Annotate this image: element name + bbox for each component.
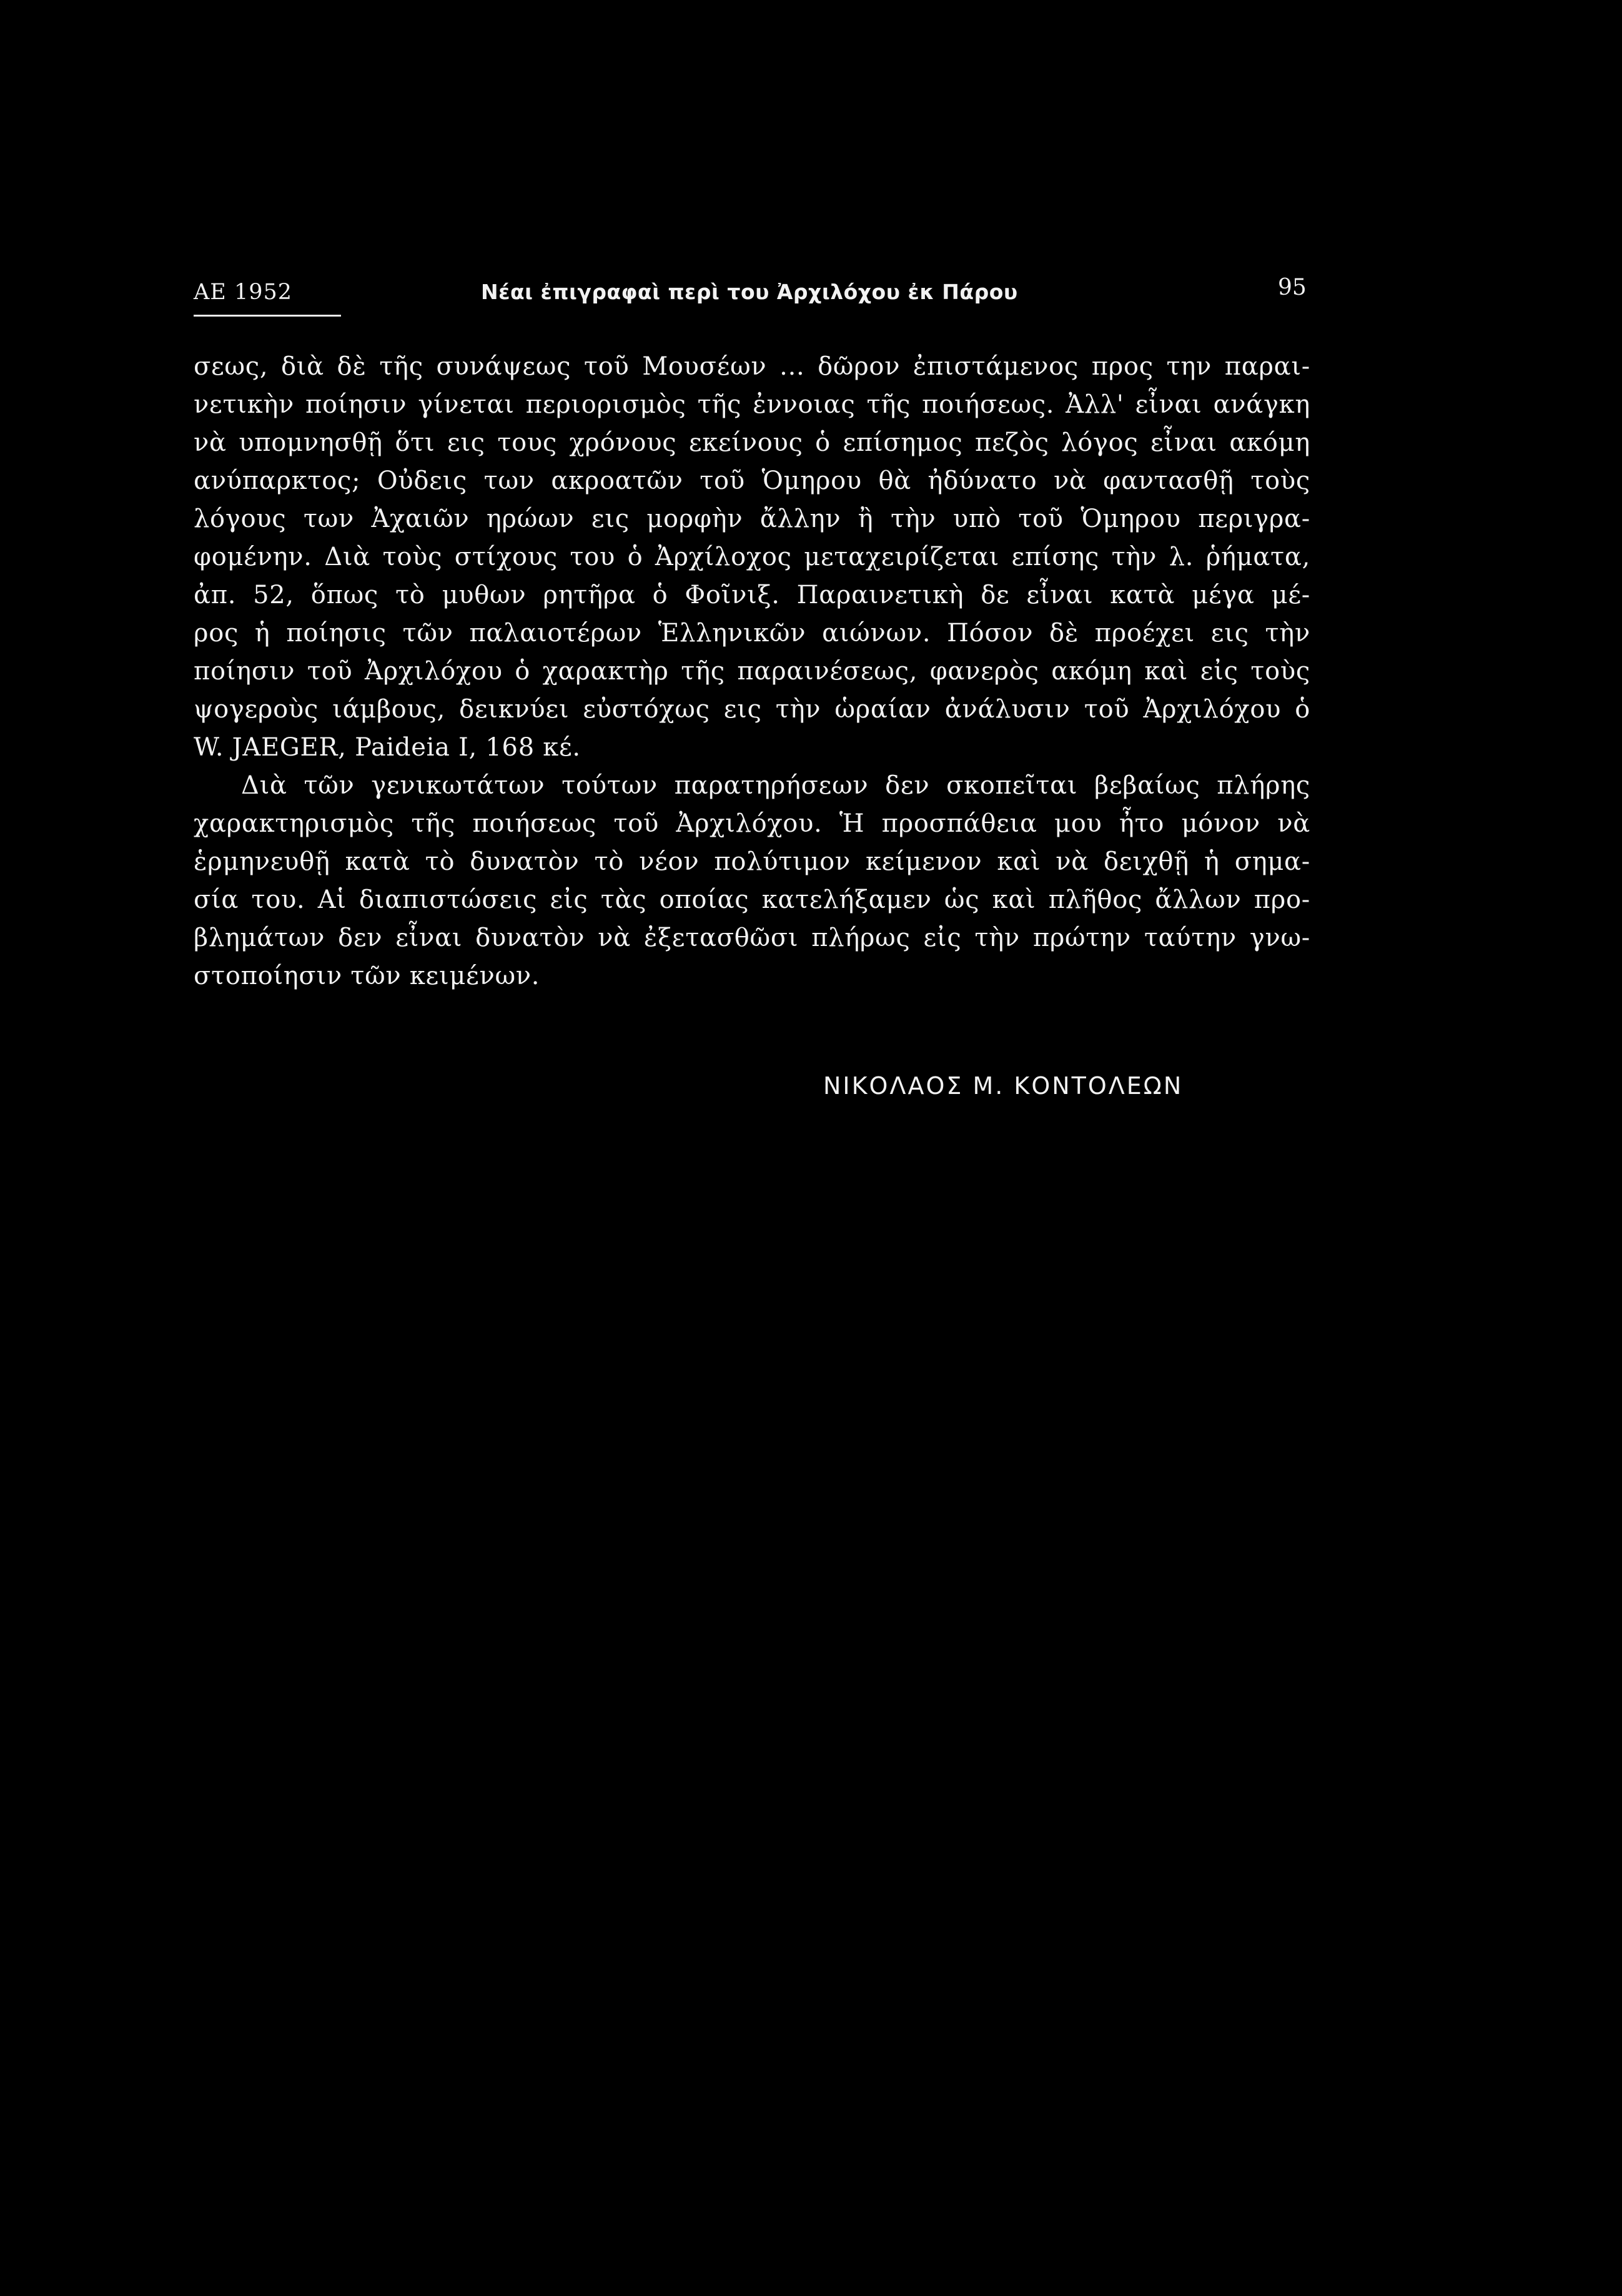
body-text (194, 348, 1310, 995)
text-line: φομένην. Διὰ τοὺς στίχους του ὁ Ἀρχίλοχος μεταχειρίζεται επίσης τὴν λ. ῥήματα, (194, 543, 1310, 571)
header-rule (194, 315, 341, 317)
running-title: Νέαι ἐπιγραφαὶ περὶ του Ἀρχιλόχου ἐκ Πάρου (481, 280, 1018, 304)
text-line: ἀπ. 52, ὅπως τὸ μυθων ρητῆρα ὁ Φοῖνιξ. Παραινετικὴ δε εἶναι κατὰ μέγα μέ- (194, 581, 1310, 609)
page-number: 95 (1278, 275, 1307, 300)
text-line: ἑρμηνευθῇ κατὰ τὸ δυνατὸν τὸ νέον πολύτιμον κείμενον καὶ νὰ δειχθῇ ἡ σημα- (194, 847, 1310, 876)
text-line: W. JAEGER, Paideia I, 168 κέ. (194, 733, 581, 762)
text-line: ποίησιν τοῦ Ἀρχιλόχου ὁ χαρακτὴρ τῆς παραινέσεως, φανερὸς ακόμη καὶ εἰς τοὺς (194, 657, 1310, 686)
text-line: στοποίησιν τῶν κειμένων. (194, 962, 540, 990)
text-line: νετικὴν ποίησιν γίνεται περιορισμὸς τῆς ἐννοιας τῆς ποιήσεως. Ἀλλ' εἶναι ανάγκη (194, 390, 1310, 419)
text-line: σεως, διὰ δὲ τῆς συνάψεως τοῦ Μουσέων ... δῶρον ἐπιστάμενος προς την παραι- (194, 352, 1310, 381)
author-signature: ΝΙΚΟΛΑΟΣ Μ. ΚΟΝΤΟΛΕΩΝ (823, 1072, 1184, 1100)
text-line: σία του. Αἱ διαπιστώσεις εἰς τὰς οποίας κατελήξαμεν ὡς καὶ πλῆθος ἄλλων προ- (194, 885, 1310, 914)
text-line: Διὰ τῶν γενικωτάτων τούτων παρατηρήσεων δεν σκοπεῖται βεβαίως πλήρης (241, 771, 1310, 800)
journal-reference: ΑΕ 1952 (194, 280, 293, 305)
text-line: ανύπαρκτος; Οὐδεις των ακροατῶν τοῦ Ὁμηρου θὰ ἠδύνατο νὰ φαντασθῇ τοὺς (194, 466, 1310, 495)
text-line: χαρακτηρισμὸς τῆς ποιήσεως τοῦ Ἀρχιλόχου. Ἡ προσπάθεια μου ἦτο μόνον νὰ (194, 809, 1310, 838)
text-line: ψογεροὺς ιάμβους, δεικνύει εὐστόχως εις τὴν ὡραίαν ἀνάλυσιν τοῦ Ἀρχιλόχου ὁ (194, 695, 1310, 724)
text-line: βλημάτων δεν εἶναι δυνατὸν νὰ ἐξετασθῶσι πλήρως εἰς τὴν πρώτην ταύτην γνω- (194, 924, 1310, 952)
text-line: ρος ἡ ποίησις τῶν παλαιοτέρων Ἑλληνικῶν αιώνων. Πόσον δὲ προέχει εις τὴν (194, 619, 1310, 648)
text-line: νὰ υπομνησθῇ ὅτι εις τους χρόνους εκείνους ὁ επίσημος πεζὸς λόγος εἶναι ακόμη (194, 428, 1310, 457)
text-line: λόγους των Ἀχαιῶν ηρώων εις μορφὴν ἄλλην ἢ τὴν υπὸ τοῦ Ὁμηρου περιγρα- (194, 505, 1310, 533)
